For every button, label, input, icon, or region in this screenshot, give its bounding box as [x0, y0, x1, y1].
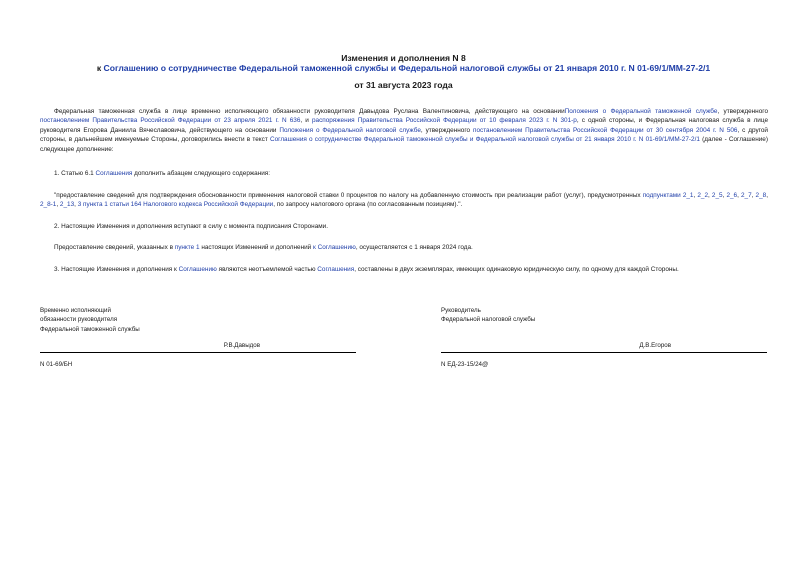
document-body: [40, 107, 768, 286]
agreement-short-link[interactable]: Соглашения: [95, 170, 133, 178]
subpoint-link[interactable]: 2_13: [59, 201, 75, 209]
agreement-link[interactable]: Соглашению о сотрудничестве Федеральной таможенной службы и Федеральной налоговой службы от 21 января 2010 г. N 01-69/1/ММ-27-2/1: [103, 63, 711, 73]
clause-3-paragraph: 3. Настоящие Изменения и дополнения к Соглашению являются неотъемлемой частью Соглашения, составлены в двух экземплярах, имеющих одинаковую юридическую силу, по одному для каждой Стороны.: [54, 265, 679, 273]
article-164-link[interactable]: 3 пункта 1 статьи 164: [77, 201, 142, 209]
subpoint-link[interactable]: 2_6: [726, 191, 738, 199]
resolution-506-link[interactable]: постановлением Правительства Российской Федерации от 30 сентября 2004 г. N 506: [472, 126, 738, 134]
order-301r-link[interactable]: распоряжения Правительства Российской Федерации от 10 февраля 2023 г. N 301-р: [311, 117, 577, 125]
to-agreement-link[interactable]: к Соглашению: [313, 244, 356, 252]
agreement-text-link[interactable]: Соглашения о сотрудничестве Федеральной таможенной службы и Федеральной налоговой службы от 21 января 2010 г. N 01-69/1/ММ-27-2/1: [269, 136, 700, 144]
subpoint-link[interactable]: 2_5: [711, 191, 723, 199]
signatory-name: Р.В.Давыдов: [223, 342, 260, 350]
resolution-636-link[interactable]: постановлением Правительства Российской Федерации от 23 апреля 2021 г. N 636: [40, 117, 301, 125]
signatory-role: Руководитель: [441, 307, 481, 314]
clause-1-link[interactable]: пункте 1: [174, 244, 200, 252]
quoted-addition-paragraph: "предоставление сведений для подтверждения обоснованности применения налоговой ставки 0 процентов по налогу на добавленную стоимость при реализации работ (услуг), предусмотренных подпунктами 2_1, 2_2, 2_5, 2_6, 2_7, 2_8, 2_8-1, 2_13, 3 пункта 1 статьи 164 Налогового кодекса Российской Федерации, по запросу налогового органа (по согласованным позициям).".: [40, 191, 768, 209]
preamble-paragraph: Федеральная таможенная служба в лице временно исполняющего обязанности руководителя Давыдова Руслана Валентиновича, действующего на основанииПоложения о Федеральной таможенной службе, утвержденного постановлением Правительства Российской Федерации от 23 апреля 2021 г. N 636, и распоряжения Правительства Российской Федерации от 10 февраля 2023 г. N 301-р, с одной стороны, и Федеральная налоговая служба в лице руководителя Егорова Даниила Вячеславовича, действующего на основании Положения о Федеральной налоговой службе, утвержденного постановлением Правительства Российской Федерации от 30 сентября 2004 г. N 506, с другой стороны, в дальнейшем именуемые Стороны, договорились внести в текст Соглашения о сотрудничестве Федеральной таможенной службы и Федеральной налоговой службы от 21 января 2010 г. N 01-69/1/ММ-27-2/1 (далее - Соглашение) следующее дополнение:: [40, 108, 769, 153]
signatory-name: Д.В.Егоров: [639, 342, 671, 350]
agreement-link-3[interactable]: Соглашения: [317, 265, 355, 273]
subpoint-link[interactable]: 2_2: [697, 191, 709, 199]
signatory-org: Федеральной налоговой службы: [441, 316, 536, 324]
signature-block-fns: [441, 306, 767, 369]
document-subtitle: [0, 63, 807, 73]
signature-block-fts: [40, 306, 356, 369]
spacer: [441, 325, 767, 334]
provision-date-paragraph: Предоставление сведений, указанных в пункте 1 настоящих Изменений и дополнений к Соглашению, осуществляется с 1 января 2024 года.: [54, 244, 473, 252]
subtitle-prefix: к: [96, 63, 104, 73]
clause-1-paragraph: 1. Статью 6.1 Соглашения дополнить абзацем следующего содержания:: [54, 170, 271, 178]
subpoint-link[interactable]: 2_8: [755, 191, 767, 199]
clause-2-paragraph: 2. Настоящие Изменения и дополнения вступают в силу с момента подписания Сторонами.: [54, 222, 329, 230]
document-number: N 01-69/БН: [40, 360, 73, 368]
subpoint-link[interactable]: подпунктами 2_1: [642, 191, 694, 199]
subpoint-link[interactable]: 2_7: [741, 191, 752, 199]
subpoint-link[interactable]: 2_8-1: [40, 201, 57, 209]
signature-line: [441, 352, 767, 353]
fns-regulation-link[interactable]: Положения о Федеральной налоговой службе: [279, 126, 421, 134]
document-date: от 31 августа 2023 года: [354, 80, 453, 90]
document-title: Изменения и дополнения N 8: [341, 53, 466, 63]
signature-line: [40, 352, 356, 353]
signatory-role: обязанности руководителя: [40, 316, 118, 324]
signatory-org: Федеральной таможенной службы: [40, 325, 140, 333]
signatory-role: Временно исполняющий: [40, 307, 111, 314]
agreement-link-2[interactable]: Соглашению: [178, 265, 217, 273]
tax-code-link[interactable]: Налогового кодекса Российской Федерации: [143, 201, 274, 209]
document-number: N ЕД-23-15/24@: [441, 360, 489, 368]
fts-regulation-link[interactable]: Положения о Федеральной таможенной службе: [564, 108, 718, 115]
